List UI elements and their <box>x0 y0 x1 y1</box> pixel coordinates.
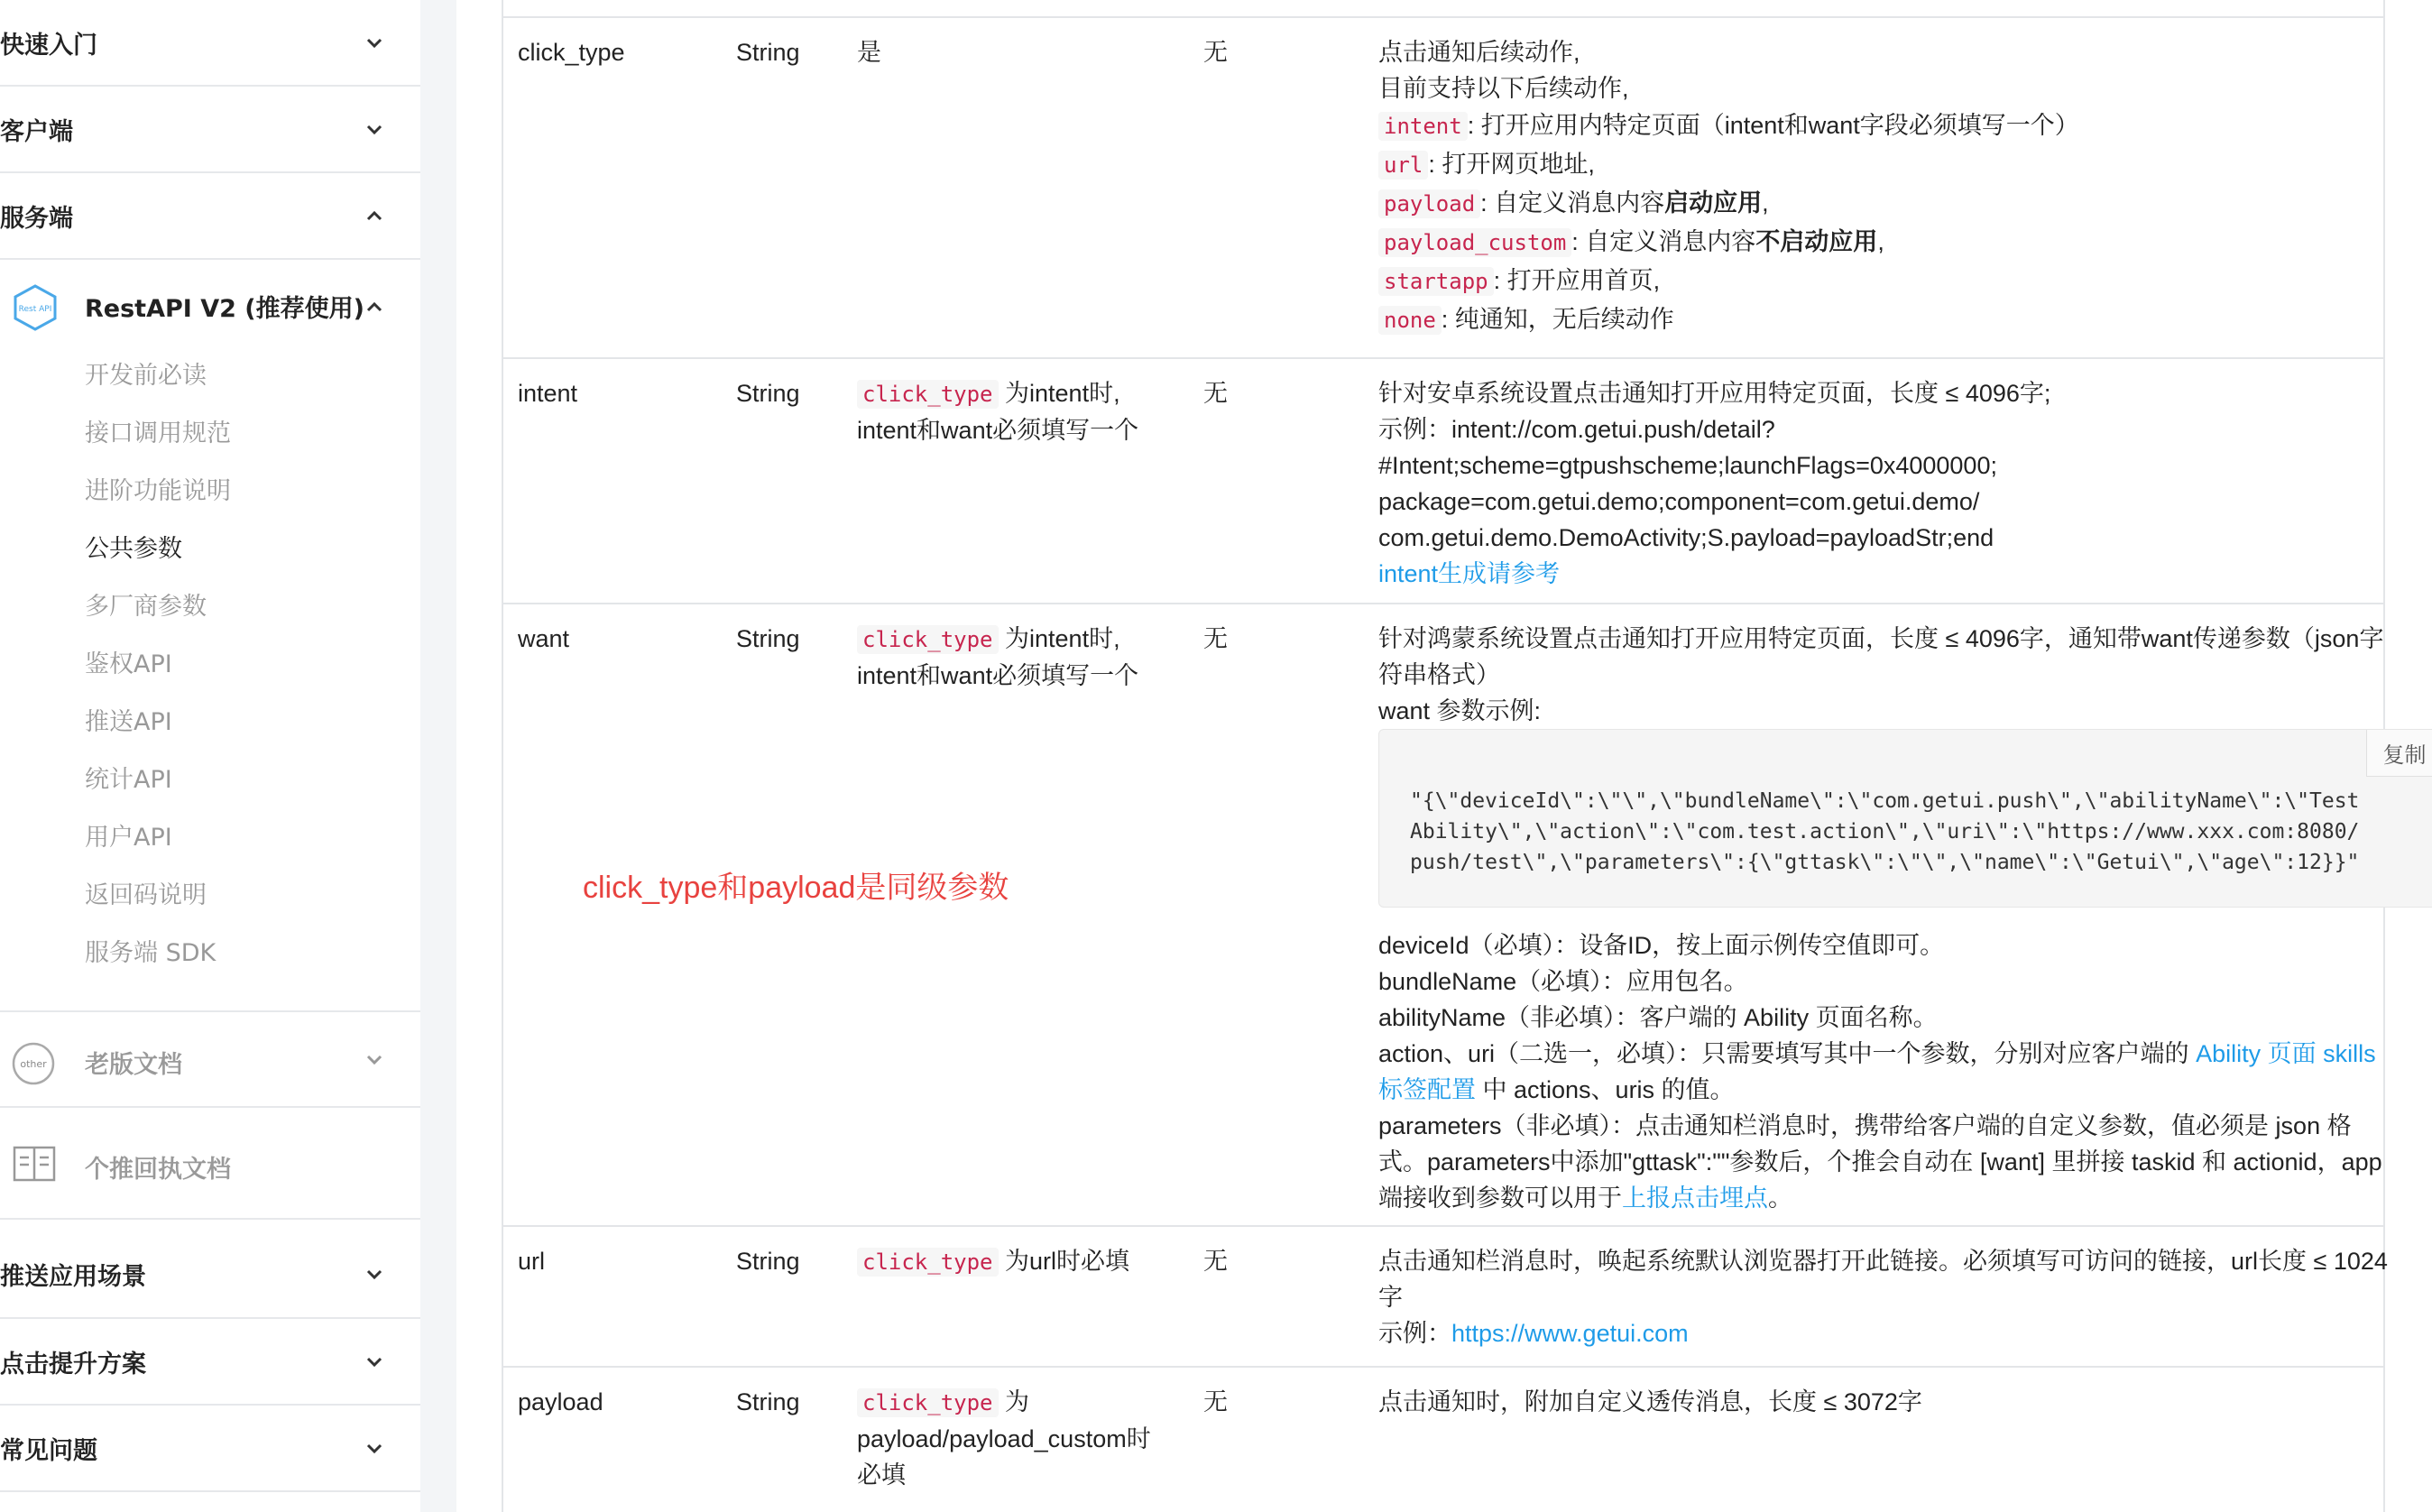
req-line: 必填 <box>857 1461 906 1489</box>
nav-click-boost-label: 点击提升方案 <box>0 1350 146 1378</box>
desc-line: com.getui.demo.DemoActivity;S.payload=payloadStr;end <box>1378 524 1994 551</box>
report-click-link[interactable]: 上报点击埋点 <box>1622 1185 1768 1212</box>
param-name: click_type <box>518 39 625 66</box>
option-line <box>1378 106 2371 145</box>
detail-line: bundleName（必填）：应用包名。 <box>1378 968 1748 995</box>
param-default: 无 <box>1203 39 1228 66</box>
sidebar-subitem[interactable]: 返回码说明 <box>85 881 207 909</box>
option-text: : 自定义消息内容 <box>1571 228 1756 255</box>
restapi-icon-text: Rest API <box>18 305 52 314</box>
desc-line: 针对鸿蒙系统设置点击通知打开应用特定页面，长度 ≤ 4096字，通知带want传递参数（json字 <box>1378 625 2384 652</box>
code-content: "{\"deviceId\":\"\",\"bundleName\":\"com.getui.push\",\"abilityName\":\"Test Ability\",\"action\":\"com.test.action\",\"uri\":\"https://www.xxx.com:8080/ push/test\",\"parameters\":{\"gttask\":\"\",\"name\":\"Getui\",\"age\":12}}" <box>1410 789 2360 874</box>
param-default: 无 <box>1203 1388 1228 1415</box>
param-required: 是 <box>857 39 881 66</box>
ability-skills-link[interactable]: Ability 页面 skills <box>2196 1040 2376 1067</box>
code-click-type: click_type <box>857 1248 999 1277</box>
detail-line: 式。parameters中添加"gttask":""参数后，个推会自动在 [want] 里拼接 taskid 和 actionid，app <box>1378 1148 2382 1175</box>
chevron-down-icon <box>364 1438 384 1458</box>
param-required <box>857 1243 1182 1280</box>
content-gutter <box>420 0 456 1512</box>
nav-client-label: 客户端 <box>0 117 73 146</box>
sidebar-subitem[interactable]: 开发前必读 <box>85 362 207 390</box>
param-type: String <box>736 380 800 407</box>
req-line: intent和want必须填写一个 <box>857 417 1139 444</box>
sidebar-subitem[interactable]: 统计API <box>85 766 172 794</box>
option-line <box>1378 184 2371 223</box>
param-name: url <box>518 1248 546 1275</box>
sidebar-subitem[interactable]: 服务端 SDK <box>85 939 216 967</box>
desc-line: want 参数示例: <box>1378 697 1542 724</box>
param-desc <box>1378 375 2371 592</box>
table-row <box>503 359 2383 604</box>
nav-quick-start[interactable] <box>0 0 420 87</box>
param-type: String <box>736 39 800 66</box>
sidebar-subitem[interactable]: 多厂商参数 <box>85 593 207 621</box>
param-default: 无 <box>1203 380 1228 407</box>
code-click-type: click_type <box>857 625 999 654</box>
main-content <box>456 0 2432 1512</box>
param-required <box>857 1384 1182 1493</box>
nav-receipt-docs[interactable] <box>0 1108 420 1220</box>
sidebar-subitem[interactable]: 公共参数 <box>85 535 182 563</box>
restapi-hex-icon <box>11 283 60 332</box>
code-block <box>1378 729 2432 908</box>
param-default: 无 <box>1203 625 1228 652</box>
code-click-type: click_type <box>857 1388 999 1417</box>
option-code: url <box>1378 151 1428 180</box>
tag-config-link[interactable]: 标签配置 <box>1378 1076 1476 1103</box>
other-circle-icon <box>11 1041 56 1086</box>
sidebar-subitem[interactable]: 接口调用规范 <box>85 419 231 447</box>
book-icon <box>13 1144 56 1184</box>
param-type: String <box>736 625 800 652</box>
option-text: : 自定义消息内容 <box>1480 189 1665 217</box>
nav-old-docs[interactable] <box>0 1010 420 1108</box>
table-row <box>503 604 2427 1227</box>
table-row <box>503 1368 2383 1512</box>
option-text: : 纯通知，无后续动作 <box>1441 306 1674 333</box>
copy-button[interactable]: 复制 <box>2366 730 2432 777</box>
desc-line: 点击通知后续动作, <box>1378 39 1580 66</box>
desc-line: 符串格式） <box>1378 661 1500 688</box>
option-text: : 打开网页地址, <box>1428 151 1595 178</box>
detail-line: action、uri（二选一，必填）：只需要填写其中一个参数，分别对应客户端的 Ability 页面 skills <box>1378 1040 2376 1067</box>
nav-faq-label: 常见问题 <box>0 1436 97 1465</box>
chevron-up-icon <box>364 206 384 226</box>
option-line <box>1378 223 2371 262</box>
req-text: 为 <box>1005 1388 1030 1415</box>
detail-line: 标签配置 中 actions、uris 的值。 <box>1378 1076 1735 1103</box>
desc-line: 示例：intent://com.getui.push/detail? <box>1378 416 1775 443</box>
option-bold: 不启动应用 <box>1755 228 1878 255</box>
detail-line: 端接收到参数可以用于上报点击埋点。 <box>1378 1185 1792 1212</box>
nav-receipt-docs-label: 个推回执文档 <box>85 1156 231 1184</box>
option-line <box>1378 145 2371 184</box>
nav-click-boost[interactable] <box>0 1319 420 1406</box>
option-line <box>1378 300 2371 339</box>
nav-server[interactable] <box>0 173 420 260</box>
params-table <box>502 0 2427 1512</box>
chevron-up-icon <box>364 297 384 317</box>
sidebar-subitem[interactable]: 用户API <box>85 824 172 852</box>
chevron-down-icon <box>364 1264 384 1284</box>
nav-restapi-label: RestAPI V2 (推荐使用) <box>85 295 364 323</box>
option-text: : 打开应用首页, <box>1493 267 1661 294</box>
option-tail: , <box>1762 189 1769 217</box>
req-text: 为intent时, <box>1005 625 1120 652</box>
detail-line: abilityName（非必填）：客户端的 Ability 页面名称。 <box>1378 1004 1938 1031</box>
option-line <box>1378 262 2371 300</box>
req-text: 为url时必填 <box>1005 1248 1130 1275</box>
nav-restapi-v2[interactable] <box>0 262 420 352</box>
getui-url-link[interactable]: https://www.getui.com <box>1451 1320 1689 1347</box>
option-code: none <box>1378 306 1442 335</box>
param-desc <box>1378 34 2371 339</box>
chevron-down-icon <box>364 1049 384 1069</box>
nav-client[interactable] <box>0 87 420 173</box>
param-desc <box>1378 621 2432 729</box>
req-text: 为intent时, <box>1005 380 1120 407</box>
option-text: : 打开应用内特定页面（intent和want字段必须填写一个） <box>1467 112 2079 139</box>
detail-line: deviceId（必填）：设备ID，按上面示例传空值即可。 <box>1378 932 1945 959</box>
nav-scenes[interactable] <box>0 1231 420 1319</box>
intent-reference-link[interactable]: intent生成请参考 <box>1378 560 1561 587</box>
table-row <box>503 1227 2388 1368</box>
table-row <box>503 18 2383 359</box>
param-type: String <box>736 1248 800 1275</box>
param-desc <box>1378 1243 2432 1351</box>
option-code: payload <box>1378 189 1480 218</box>
sidebar-subitem[interactable]: 鉴权API <box>85 650 172 678</box>
option-bold: 启动应用 <box>1664 189 1763 217</box>
param-type: String <box>736 1388 800 1415</box>
param-name: payload <box>518 1388 603 1415</box>
param-name: want <box>518 625 570 652</box>
req-line: payload/payload_custom时 <box>857 1425 1151 1452</box>
sidebar <box>0 0 420 1512</box>
req-line: intent和want必须填写一个 <box>857 662 1139 689</box>
param-required <box>857 621 1182 694</box>
nav-old-docs-label: 老版文档 <box>85 1051 182 1079</box>
code-click-type: click_type <box>857 380 999 409</box>
param-desc: 点击通知时，附加自定义透传消息，长度 ≤ 3072字 <box>1378 1388 1922 1415</box>
annotation-text: click_type和payload是同级参数 <box>583 871 1009 905</box>
detail-line: parameters（非必填）：点击通知栏消息时，携带给客户端的自定义参数，值必须是 json 格 <box>1378 1112 2352 1139</box>
option-tail: , <box>1877 228 1884 255</box>
want-param-details <box>1378 927 2432 1216</box>
desc-line: 示例：https://www.getui.com <box>1378 1320 1689 1347</box>
param-name: intent <box>518 380 578 407</box>
nav-faq[interactable] <box>0 1406 420 1492</box>
nav-server-label: 服务端 <box>0 204 73 233</box>
option-code: startapp <box>1378 267 1494 296</box>
chevron-down-icon <box>364 119 384 139</box>
desc-line: #Intent;scheme=gtpushscheme;launchFlags=0x4000000; <box>1378 452 1997 479</box>
chevron-down-icon <box>364 32 384 52</box>
option-code: intent <box>1378 112 1468 141</box>
other-icon-text: other <box>20 1058 47 1070</box>
param-default: 无 <box>1203 1248 1228 1275</box>
desc-line: 点击通知栏消息时，唤起系统默认浏览器打开此链接。必须填写可访问的链接，url长度 ≤ 1024 <box>1378 1248 2388 1275</box>
desc-line: 针对安卓系统设置点击通知打开应用特定页面，长度 ≤ 4096字; <box>1378 380 2051 407</box>
desc-line: 字 <box>1378 1284 1403 1311</box>
sidebar-subitem[interactable]: 推送API <box>85 708 172 736</box>
nav-quick-start-label: 快速入门 <box>0 31 97 60</box>
desc-line: 目前支持以下后续动作, <box>1378 75 1629 102</box>
param-required <box>857 375 1182 448</box>
sidebar-subitem[interactable]: 进阶功能说明 <box>85 477 231 505</box>
nav-scenes-label: 推送应用场景 <box>0 1262 146 1291</box>
desc-line: package=com.getui.demo;component=com.getui.demo/ <box>1378 488 1980 515</box>
chevron-down-icon <box>364 1351 384 1371</box>
option-code: payload_custom <box>1378 228 1571 257</box>
